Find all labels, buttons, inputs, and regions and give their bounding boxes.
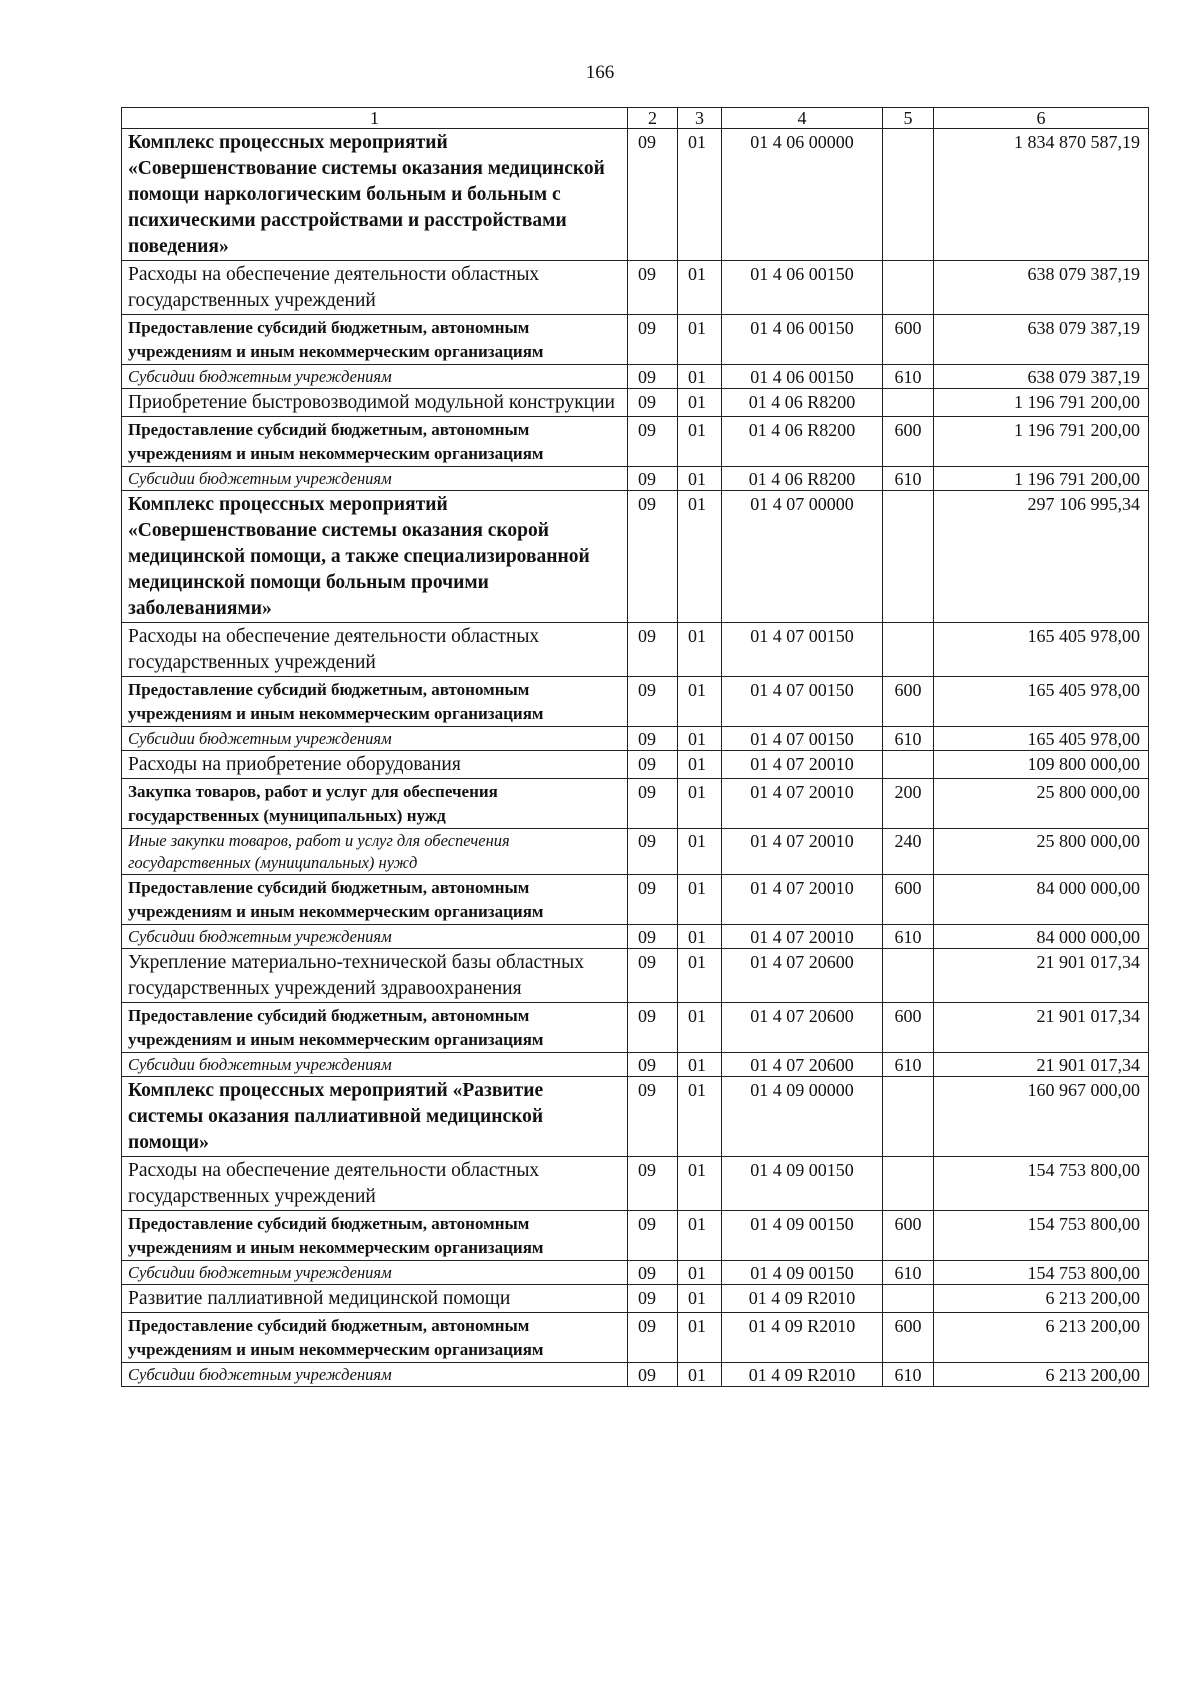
expense-type-cell: 600 bbox=[883, 1211, 934, 1261]
section-code-cell: 09 bbox=[628, 417, 678, 467]
subsection-code-cell: 01 bbox=[678, 1077, 722, 1157]
amount-cell: 165 405 978,00 bbox=[934, 623, 1149, 677]
table-row bbox=[122, 829, 1149, 875]
table-row bbox=[122, 875, 1149, 925]
target-article-cell: 01 4 09 R2010 bbox=[722, 1285, 883, 1313]
header-cell: 4 bbox=[722, 108, 883, 129]
subsection-code-cell: 01 bbox=[678, 829, 722, 875]
expense-type-cell bbox=[883, 751, 934, 779]
expense-type-cell bbox=[883, 1157, 934, 1211]
header-cell: 5 bbox=[883, 108, 934, 129]
row-name-cell: Предоставление субсидий бюджетным, автономным учреждениям и иным некоммерческим организациям bbox=[122, 315, 628, 365]
subsection-code-cell: 01 bbox=[678, 1211, 722, 1261]
section-code-cell: 09 bbox=[628, 623, 678, 677]
section-code-cell: 09 bbox=[628, 925, 678, 949]
row-name-cell: Предоставление субсидий бюджетным, автономным учреждениям и иным некоммерческим организациям bbox=[122, 875, 628, 925]
row-name-cell: Предоставление субсидий бюджетным, автономным учреждениям и иным некоммерческим организациям bbox=[122, 1313, 628, 1363]
table-row bbox=[122, 261, 1149, 315]
subsection-code-cell: 01 bbox=[678, 1261, 722, 1285]
amount-cell: 160 967 000,00 bbox=[934, 1077, 1149, 1157]
expense-type-cell: 610 bbox=[883, 467, 934, 491]
expense-type-cell bbox=[883, 261, 934, 315]
row-name-cell: Развитие паллиативной медицинской помощи bbox=[122, 1285, 628, 1313]
row-name-cell: Субсидии бюджетным учреждениям bbox=[122, 365, 628, 389]
section-code-cell: 09 bbox=[628, 1077, 678, 1157]
subsection-code-cell: 01 bbox=[678, 1003, 722, 1053]
subsection-code-cell: 01 bbox=[678, 875, 722, 925]
section-code-cell: 09 bbox=[628, 727, 678, 751]
row-name-cell: Субсидии бюджетным учреждениям bbox=[122, 925, 628, 949]
target-article-cell: 01 4 09 00150 bbox=[722, 1211, 883, 1261]
amount-cell: 154 753 800,00 bbox=[934, 1261, 1149, 1285]
amount-cell: 154 753 800,00 bbox=[934, 1157, 1149, 1211]
amount-cell: 21 901 017,34 bbox=[934, 1003, 1149, 1053]
expense-type-cell bbox=[883, 1077, 934, 1157]
subsection-code-cell: 01 bbox=[678, 129, 722, 261]
amount-cell: 638 079 387,19 bbox=[934, 315, 1149, 365]
target-article-cell: 01 4 07 20600 bbox=[722, 1053, 883, 1077]
subsection-code-cell: 01 bbox=[678, 925, 722, 949]
row-name-cell: Расходы на обеспечение деятельности областных государственных учреждений bbox=[122, 261, 628, 315]
target-article-cell: 01 4 07 20010 bbox=[722, 925, 883, 949]
section-code-cell: 09 bbox=[628, 751, 678, 779]
amount-cell: 25 800 000,00 bbox=[934, 829, 1149, 875]
table-row bbox=[122, 417, 1149, 467]
table-row bbox=[122, 365, 1149, 389]
expense-type-cell: 600 bbox=[883, 417, 934, 467]
section-code-cell: 09 bbox=[628, 1003, 678, 1053]
section-code-cell: 09 bbox=[628, 389, 678, 417]
table-row bbox=[122, 1363, 1149, 1387]
section-code-cell: 09 bbox=[628, 129, 678, 261]
target-article-cell: 01 4 07 20010 bbox=[722, 829, 883, 875]
row-name-cell: Предоставление субсидий бюджетным, автономным учреждениям и иным некоммерческим организациям bbox=[122, 417, 628, 467]
expense-type-cell: 600 bbox=[883, 875, 934, 925]
expense-type-cell: 600 bbox=[883, 1313, 934, 1363]
row-name-cell: Укрепление материально-технической базы областных государственных учреждений здравоохранения bbox=[122, 949, 628, 1003]
subsection-code-cell: 01 bbox=[678, 315, 722, 365]
table-row bbox=[122, 1157, 1149, 1211]
subsection-code-cell: 01 bbox=[678, 1363, 722, 1387]
amount-cell: 84 000 000,00 bbox=[934, 925, 1149, 949]
target-article-cell: 01 4 06 R8200 bbox=[722, 389, 883, 417]
row-name-cell: Предоставление субсидий бюджетным, автономным учреждениям и иным некоммерческим организациям bbox=[122, 1003, 628, 1053]
section-code-cell: 09 bbox=[628, 829, 678, 875]
table-row bbox=[122, 949, 1149, 1003]
expense-type-cell bbox=[883, 949, 934, 1003]
section-code-cell: 09 bbox=[628, 875, 678, 925]
amount-cell: 638 079 387,19 bbox=[934, 261, 1149, 315]
target-article-cell: 01 4 09 00000 bbox=[722, 1077, 883, 1157]
section-code-cell: 09 bbox=[628, 1313, 678, 1363]
page-number: 166 bbox=[585, 62, 615, 83]
amount-cell: 25 800 000,00 bbox=[934, 779, 1149, 829]
row-name-cell: Субсидии бюджетным учреждениям bbox=[122, 1053, 628, 1077]
row-name-cell: Комплекс процессных мероприятий «Совершенствование системы оказания скорой медицинской помощи, а также специализированной медицинской помощи больным прочими заболеваниями» bbox=[122, 491, 628, 623]
target-article-cell: 01 4 09 R2010 bbox=[722, 1313, 883, 1363]
subsection-code-cell: 01 bbox=[678, 467, 722, 491]
section-code-cell: 09 bbox=[628, 1211, 678, 1261]
target-article-cell: 01 4 06 00150 bbox=[722, 315, 883, 365]
target-article-cell: 01 4 09 00150 bbox=[722, 1261, 883, 1285]
section-code-cell: 09 bbox=[628, 261, 678, 315]
expense-type-cell: 200 bbox=[883, 779, 934, 829]
subsection-code-cell: 01 bbox=[678, 1157, 722, 1211]
table-row bbox=[122, 623, 1149, 677]
expense-type-cell: 610 bbox=[883, 1053, 934, 1077]
table-row bbox=[122, 129, 1149, 261]
target-article-cell: 01 4 06 00150 bbox=[722, 365, 883, 389]
section-code-cell: 09 bbox=[628, 779, 678, 829]
expense-type-cell: 610 bbox=[883, 365, 934, 389]
amount-cell: 638 079 387,19 bbox=[934, 365, 1149, 389]
target-article-cell: 01 4 07 20600 bbox=[722, 949, 883, 1003]
target-article-cell: 01 4 07 20600 bbox=[722, 1003, 883, 1053]
subsection-code-cell: 01 bbox=[678, 1053, 722, 1077]
target-article-cell: 01 4 06 R8200 bbox=[722, 417, 883, 467]
row-name-cell: Субсидии бюджетным учреждениям bbox=[122, 1363, 628, 1387]
table-row bbox=[122, 1261, 1149, 1285]
table-row bbox=[122, 315, 1149, 365]
table-row bbox=[122, 751, 1149, 779]
target-article-cell: 01 4 07 00150 bbox=[722, 623, 883, 677]
target-article-cell: 01 4 07 00150 bbox=[722, 677, 883, 727]
section-code-cell: 09 bbox=[628, 1261, 678, 1285]
amount-cell: 6 213 200,00 bbox=[934, 1313, 1149, 1363]
section-code-cell: 09 bbox=[628, 365, 678, 389]
table-row bbox=[122, 1211, 1149, 1261]
section-code-cell: 09 bbox=[628, 1363, 678, 1387]
row-name-cell: Субсидии бюджетным учреждениям bbox=[122, 727, 628, 751]
section-code-cell: 09 bbox=[628, 1285, 678, 1313]
amount-cell: 297 106 995,34 bbox=[934, 491, 1149, 623]
subsection-code-cell: 01 bbox=[678, 1313, 722, 1363]
expense-type-cell: 600 bbox=[883, 677, 934, 727]
subsection-code-cell: 01 bbox=[678, 417, 722, 467]
section-code-cell: 09 bbox=[628, 1157, 678, 1211]
subsection-code-cell: 01 bbox=[678, 623, 722, 677]
subsection-code-cell: 01 bbox=[678, 727, 722, 751]
expense-type-cell: 610 bbox=[883, 1363, 934, 1387]
amount-cell: 1 196 791 200,00 bbox=[934, 417, 1149, 467]
amount-cell: 165 405 978,00 bbox=[934, 727, 1149, 751]
target-article-cell: 01 4 07 00150 bbox=[722, 727, 883, 751]
section-code-cell: 09 bbox=[628, 491, 678, 623]
expense-type-cell: 610 bbox=[883, 727, 934, 751]
table-row bbox=[122, 1003, 1149, 1053]
expense-type-cell: 600 bbox=[883, 1003, 934, 1053]
target-article-cell: 01 4 06 R8200 bbox=[722, 467, 883, 491]
table-row bbox=[122, 677, 1149, 727]
target-article-cell: 01 4 09 00150 bbox=[722, 1157, 883, 1211]
expense-type-cell: 600 bbox=[883, 315, 934, 365]
subsection-code-cell: 01 bbox=[678, 491, 722, 623]
row-name-cell: Закупка товаров, работ и услуг для обеспечения государственных (муниципальных) нужд bbox=[122, 779, 628, 829]
expense-type-cell: 610 bbox=[883, 925, 934, 949]
subsection-code-cell: 01 bbox=[678, 677, 722, 727]
table-row bbox=[122, 779, 1149, 829]
amount-cell: 21 901 017,34 bbox=[934, 949, 1149, 1003]
section-code-cell: 09 bbox=[628, 467, 678, 491]
row-name-cell: Расходы на обеспечение деятельности областных государственных учреждений bbox=[122, 1157, 628, 1211]
row-name-cell: Комплекс процессных мероприятий «Совершенствование системы оказания медицинской помощи наркологическим больным и больным с психическими расстройствами и расстройствами поведения» bbox=[122, 129, 628, 261]
header-cell: 3 bbox=[678, 108, 722, 129]
subsection-code-cell: 01 bbox=[678, 751, 722, 779]
expense-type-cell bbox=[883, 389, 934, 417]
row-name-cell: Субсидии бюджетным учреждениям bbox=[122, 467, 628, 491]
expense-type-cell: 610 bbox=[883, 1261, 934, 1285]
subsection-code-cell: 01 bbox=[678, 261, 722, 315]
expense-type-cell bbox=[883, 491, 934, 623]
target-article-cell: 01 4 06 00000 bbox=[722, 129, 883, 261]
table-row bbox=[122, 1077, 1149, 1157]
amount-cell: 84 000 000,00 bbox=[934, 875, 1149, 925]
row-name-cell: Предоставление субсидий бюджетным, автономным учреждениям и иным некоммерческим организациям bbox=[122, 677, 628, 727]
section-code-cell: 09 bbox=[628, 315, 678, 365]
amount-cell: 21 901 017,34 bbox=[934, 1053, 1149, 1077]
amount-cell: 1 196 791 200,00 bbox=[934, 389, 1149, 417]
amount-cell: 1 834 870 587,19 bbox=[934, 129, 1149, 261]
row-name-cell: Расходы на обеспечение деятельности областных государственных учреждений bbox=[122, 623, 628, 677]
expense-type-cell bbox=[883, 1285, 934, 1313]
target-article-cell: 01 4 06 00150 bbox=[722, 261, 883, 315]
header-cell: 2 bbox=[628, 108, 678, 129]
target-article-cell: 01 4 07 20010 bbox=[722, 779, 883, 829]
subsection-code-cell: 01 bbox=[678, 365, 722, 389]
row-name-cell: Приобретение быстровозводимой модульной конструкции bbox=[122, 389, 628, 417]
budget-table bbox=[121, 107, 1149, 1387]
subsection-code-cell: 01 bbox=[678, 389, 722, 417]
table-row bbox=[122, 1313, 1149, 1363]
subsection-code-cell: 01 bbox=[678, 1285, 722, 1313]
target-article-cell: 01 4 09 R2010 bbox=[722, 1363, 883, 1387]
row-name-cell: Расходы на приобретение оборудования bbox=[122, 751, 628, 779]
amount-cell: 109 800 000,00 bbox=[934, 751, 1149, 779]
amount-cell: 165 405 978,00 bbox=[934, 677, 1149, 727]
table-row bbox=[122, 467, 1149, 491]
section-code-cell: 09 bbox=[628, 1053, 678, 1077]
amount-cell: 154 753 800,00 bbox=[934, 1211, 1149, 1261]
subsection-code-cell: 01 bbox=[678, 779, 722, 829]
table-row bbox=[122, 925, 1149, 949]
section-code-cell: 09 bbox=[628, 949, 678, 1003]
expense-type-cell: 240 bbox=[883, 829, 934, 875]
amount-cell: 1 196 791 200,00 bbox=[934, 467, 1149, 491]
amount-cell: 6 213 200,00 bbox=[934, 1363, 1149, 1387]
target-article-cell: 01 4 07 20010 bbox=[722, 751, 883, 779]
table-row bbox=[122, 727, 1149, 751]
expense-type-cell bbox=[883, 129, 934, 261]
table-header-row bbox=[122, 108, 1149, 129]
expense-type-cell bbox=[883, 623, 934, 677]
table-row bbox=[122, 1285, 1149, 1313]
table-row bbox=[122, 491, 1149, 623]
header-cell: 1 bbox=[122, 108, 628, 129]
row-name-cell: Иные закупки товаров, работ и услуг для обеспечения государственных (муниципальных) нужд bbox=[122, 829, 628, 875]
target-article-cell: 01 4 07 20010 bbox=[722, 875, 883, 925]
subsection-code-cell: 01 bbox=[678, 949, 722, 1003]
row-name-cell: Субсидии бюджетным учреждениям bbox=[122, 1261, 628, 1285]
table-row bbox=[122, 389, 1149, 417]
table-row bbox=[122, 1053, 1149, 1077]
section-code-cell: 09 bbox=[628, 677, 678, 727]
amount-cell: 6 213 200,00 bbox=[934, 1285, 1149, 1313]
header-cell: 6 bbox=[934, 108, 1149, 129]
target-article-cell: 01 4 07 00000 bbox=[722, 491, 883, 623]
row-name-cell: Комплекс процессных мероприятий «Развитие системы оказания паллиативной медицинской помощи» bbox=[122, 1077, 628, 1157]
row-name-cell: Предоставление субсидий бюджетным, автономным учреждениям и иным некоммерческим организациям bbox=[122, 1211, 628, 1261]
